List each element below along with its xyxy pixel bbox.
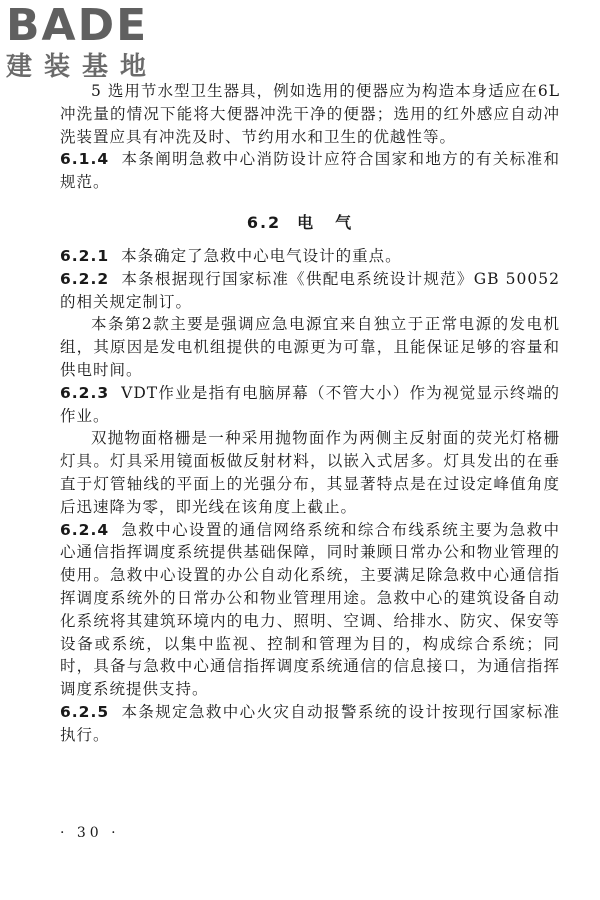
logo-wordmark: BADE — [6, 0, 149, 51]
clause-number: 6.2.1 — [60, 246, 110, 265]
clause-text: 本条根据现行国家标准《供配电系统设计规范》GB 50052的相关规定制订。 — [60, 269, 560, 311]
document-body — [60, 80, 560, 747]
clause-number: 6.2.4 — [60, 520, 110, 539]
clause-text: 本条阐明急救中心消防设计应符合国家和地方的有关标准和规范。 — [60, 150, 560, 192]
clause-number: 6.2.2 — [60, 269, 110, 288]
body-paragraph: 5 选用节水型卫生器具，例如选用的便器应为构造本身适应在6L冲洗量的情况下能将大便器冲洗干净的便器；选用的红外感应自动冲洗装置应具有冲洗及时、节约用水和卫生的优越性等。 — [60, 82, 560, 146]
clause-paragraph — [60, 245, 560, 268]
clause-text: 本条确定了急救中心电气设计的重点。 — [121, 246, 402, 265]
clause-paragraph — [60, 519, 560, 701]
clause-paragraph — [60, 701, 560, 747]
clause-paragraph — [60, 268, 560, 314]
section-number: 6.2 — [246, 212, 282, 232]
clause-number: 6.1.4 — [60, 150, 110, 169]
clause-paragraph — [60, 382, 560, 428]
clause-number: 6.2.3 — [60, 383, 110, 402]
body-paragraph: 本条第2款主要是强调应急电源宜来自独立于正常电源的发电机组，其原因是发电机组提供的电源更为可靠，且能保证足够的容量和供电时间。 — [60, 315, 560, 379]
section-title: 电气 — [297, 212, 374, 232]
clause-text: 本条规定急救中心火灾自动报警系统的设计按现行国家标准执行。 — [60, 702, 560, 744]
logo — [6, 0, 181, 82]
page-number: · 30 · — [60, 825, 120, 841]
section-heading — [60, 210, 560, 233]
clause-paragraph — [60, 148, 560, 194]
clause-number: 6.2.5 — [60, 702, 110, 721]
clause-text: VDT作业是指有电脑屏幕（不管大小）作为视觉显示终端的作业。 — [60, 383, 560, 425]
body-paragraph: 双抛物面格栅是一种采用抛物面作为两侧主反射面的荧光灯格栅灯具。灯具采用镜面板做反射材料，以嵌入式居多。灯具发出的在垂直于灯管轴线的平面上的光强分布，其显著特点是在过设定峰值角度后迅速降为零，即光线在该角度上截止。 — [60, 429, 560, 516]
clause-text: 急救中心设置的通信网络系统和综合布线系统主要为急救中心通信指挥调度系统提供基础保障，同时兼顾日常办公和物业管理的使用。急救中心设置的办公自动化系统，主要满足除急救中心通信指挥调度系统外的日常办公和物业管理用途。急救中心的建筑设备自动化系统将其建筑环境内的电力、照明、空调、给排水、防灾、保安等设备或系统，以集中监视、控制和管理为目的，构成综合系统；同时，具备与急救中心通信指挥调度系统通信的信息接口，为通信指挥调度系统提供支持。 — [60, 520, 560, 699]
logo-subtitle: 建装基地 — [6, 52, 159, 82]
